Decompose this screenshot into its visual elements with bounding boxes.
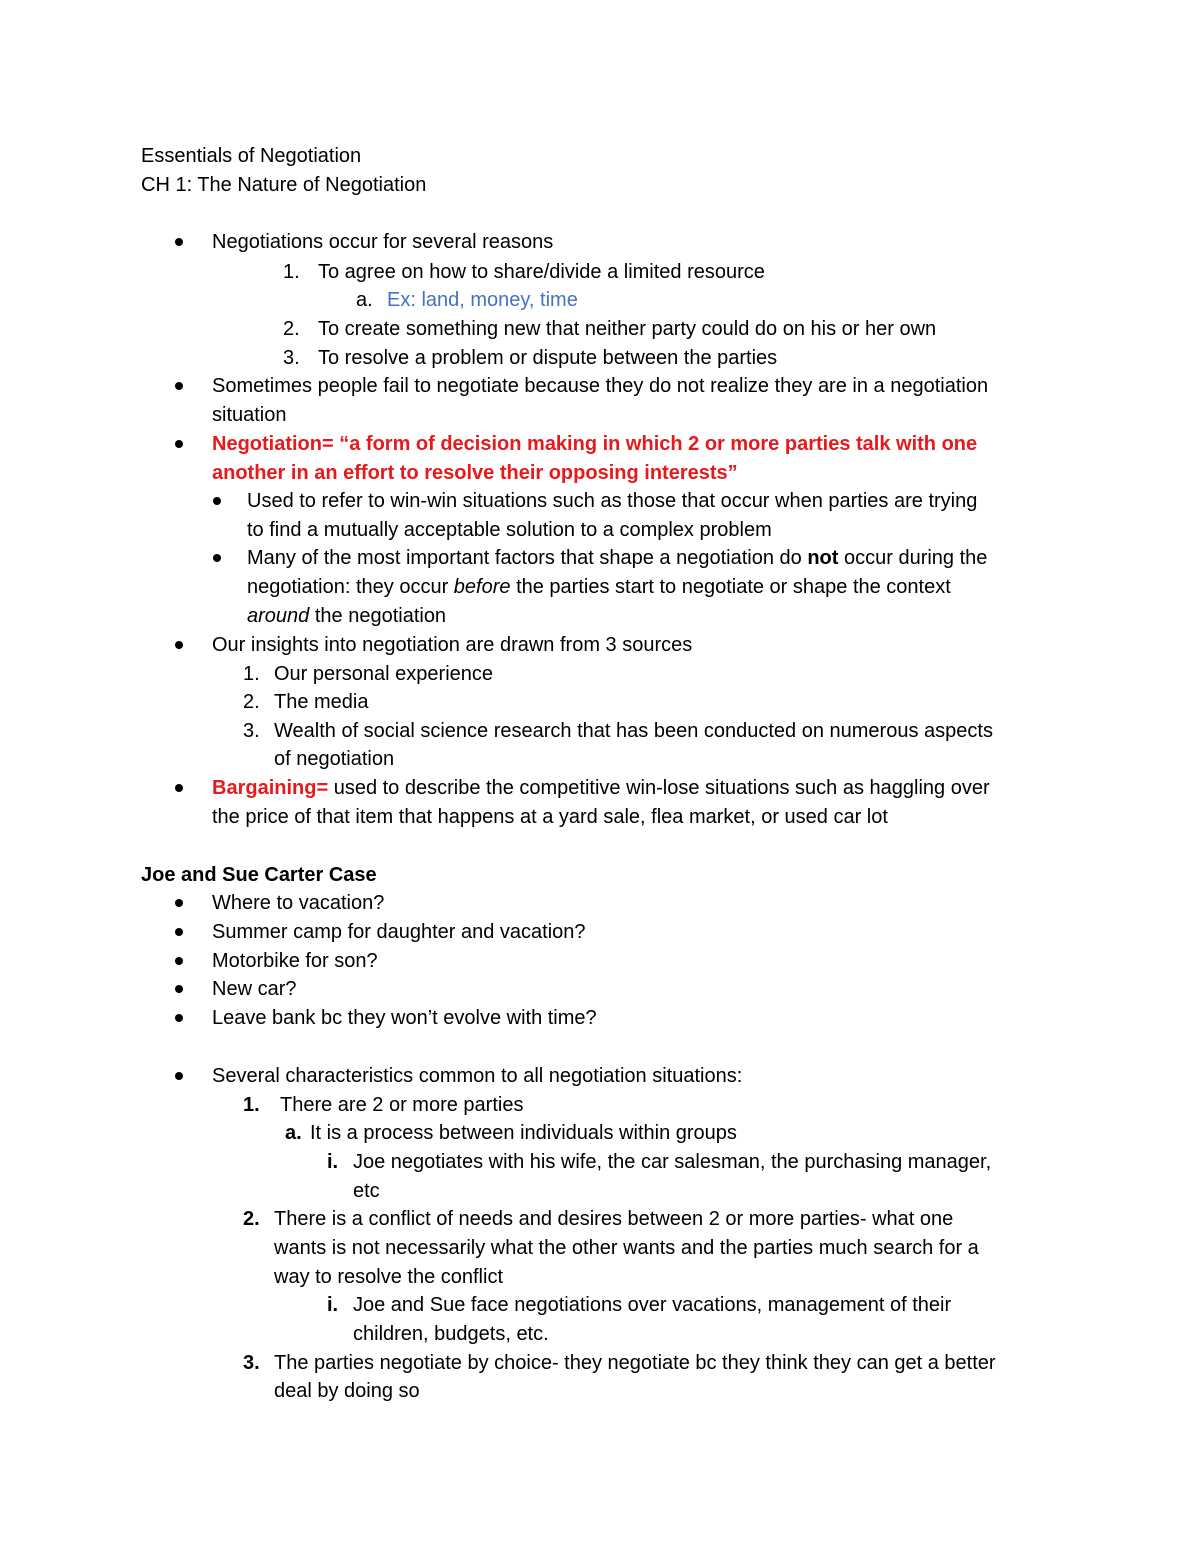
list-number: 3.: [243, 720, 260, 742]
list-item: Joe and Sue face negotiations over vacations, management of their: [353, 1294, 952, 1316]
list-item: New car?: [212, 978, 297, 1000]
definition-bargaining-continued: the price of that item that happens at a yard sale, flea market, or used car lot: [212, 806, 888, 828]
list-item: Negotiations occur for several reasons: [212, 231, 554, 253]
list-number: 1.: [243, 1094, 260, 1116]
example-text: Ex: land, money, time: [387, 289, 578, 311]
list-number: 2.: [243, 691, 260, 713]
list-item-continued: of negotiation: [274, 748, 395, 770]
bullet-icon: [175, 382, 183, 390]
sub-list-item-continued: around the negotiation: [247, 605, 447, 627]
list-item: There is a conflict of needs and desires between 2 or more parties- what one: [274, 1208, 954, 1230]
list-number: 2.: [243, 1208, 260, 1230]
sub-list-item: Used to refer to win-win situations such as those that occur when parties are trying: [247, 490, 978, 512]
bullet-icon: [175, 641, 183, 649]
bullet-icon: [175, 1014, 183, 1022]
list-item: Joe negotiates with his wife, the car salesman, the purchasing manager,: [353, 1151, 992, 1173]
document-title: Essentials of Negotiation: [141, 145, 362, 167]
sub-list-item-continued: to find a mutually acceptable solution to a complex problem: [247, 519, 772, 541]
list-item: It is a process between individuals within groups: [310, 1122, 737, 1144]
sub-list-item: Many of the most important factors that shape a negotiation do not occur during the: [247, 547, 988, 569]
definition-bargaining: Bargaining= used to describe the competitive win-lose situations such as haggling over: [212, 777, 990, 799]
list-item: Our insights into negotiation are drawn from 3 sources: [212, 634, 693, 656]
bullet-icon: [175, 440, 183, 448]
bullet-icon: [175, 899, 183, 907]
list-item: To resolve a problem or dispute between the parties: [318, 347, 778, 369]
list-item: To create something new that neither party could do on his or her own: [318, 318, 937, 340]
list-item: Where to vacation?: [212, 892, 385, 914]
list-item-continued: way to resolve the conflict: [274, 1266, 503, 1288]
list-letter: a.: [285, 1122, 302, 1144]
list-item: Motorbike for son?: [212, 950, 378, 972]
bullet-icon: [175, 985, 183, 993]
section-heading: Joe and Sue Carter Case: [141, 864, 377, 886]
bullet-icon: [175, 957, 183, 965]
list-number: 1.: [283, 261, 300, 283]
bullet-icon: [175, 928, 183, 936]
list-item-continued: situation: [212, 404, 287, 426]
list-item: To agree on how to share/divide a limited resource: [318, 261, 765, 283]
sub-list-item-continued: negotiation: they occur before the parties start to negotiate or shape the context: [247, 576, 951, 598]
definition-negotiation-continued: another in an effort to resolve their opposing interests”: [212, 462, 738, 484]
list-number: 2.: [283, 318, 300, 340]
list-number: 3.: [243, 1352, 260, 1374]
list-item: The parties negotiate by choice- they negotiate bc they think they can get a better: [274, 1352, 996, 1374]
bullet-icon: [213, 554, 221, 562]
list-roman: i.: [327, 1294, 339, 1316]
list-item: There are 2 or more parties: [280, 1094, 524, 1116]
list-item: Summer camp for daughter and vacation?: [212, 921, 586, 943]
list-item: Several characteristics common to all negotiation situations:: [212, 1065, 743, 1087]
list-item: Wealth of social science research that has been conducted on numerous aspects: [274, 720, 993, 742]
list-number: 3.: [283, 347, 300, 369]
chapter-title: CH 1: The Nature of Negotiation: [141, 174, 427, 196]
list-number: 1.: [243, 663, 260, 685]
bullet-icon: [175, 1072, 183, 1080]
list-letter: a.: [356, 289, 373, 311]
list-roman: i.: [327, 1151, 339, 1173]
list-item: Leave bank bc they won’t evolve with time?: [212, 1007, 597, 1029]
bullet-icon: [175, 238, 183, 246]
list-item: Sometimes people fail to negotiate because they do not realize they are in a negotiation: [212, 375, 989, 397]
bullet-icon: [213, 497, 221, 505]
definition-negotiation: Negotiation= “a form of decision making in which 2 or more parties talk with one: [212, 433, 978, 455]
bullet-icon: [175, 784, 183, 792]
list-item-continued: children, budgets, etc.: [353, 1323, 549, 1345]
list-item-continued: deal by doing so: [274, 1380, 420, 1402]
list-item-continued: etc: [353, 1180, 380, 1202]
list-item: Our personal experience: [274, 663, 494, 685]
list-item: The media: [274, 691, 369, 713]
list-item-continued: wants is not necessarily what the other wants and the parties much search for a: [274, 1237, 979, 1259]
